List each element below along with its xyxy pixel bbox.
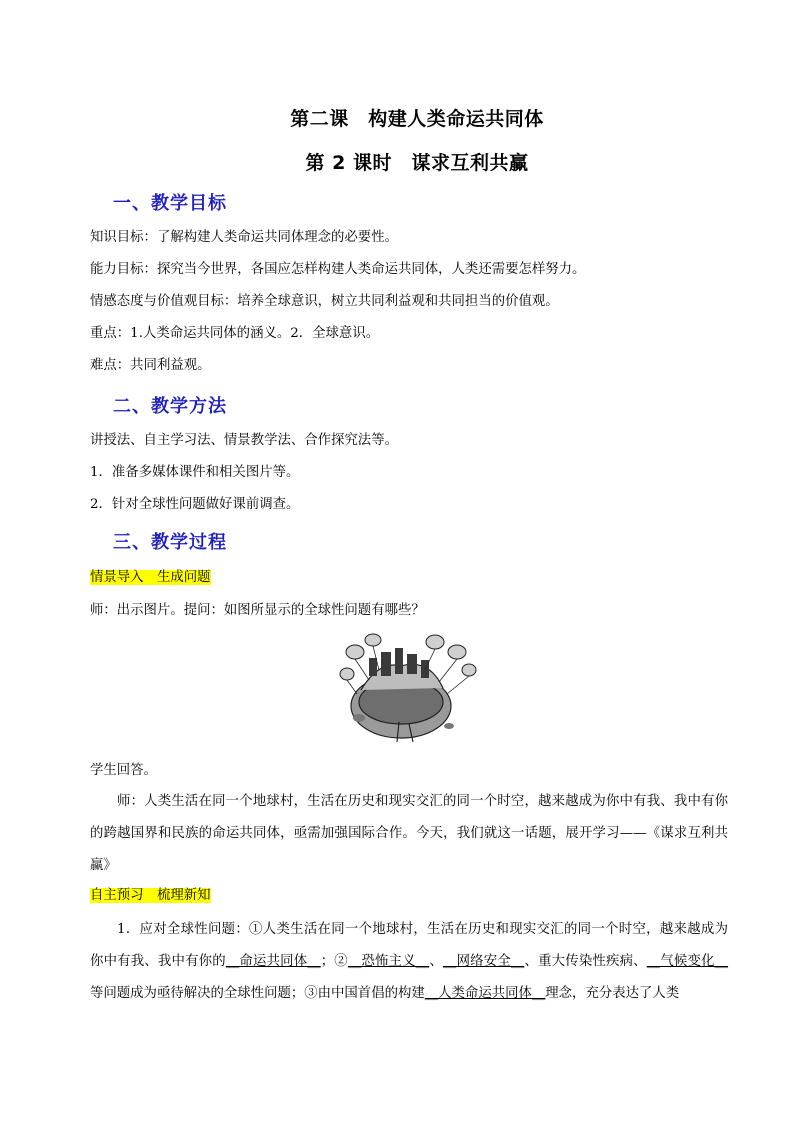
section-heading-process: 三、教学过程 <box>113 532 227 553</box>
section-heading-goals: 一、教学目标 <box>113 193 227 214</box>
goal-difficulty: 难点：共同利益观。 <box>90 358 211 373</box>
para-text-f: 等问题成为亟待解决的全球性问题；③由中国首倡的构建 <box>90 986 425 1001</box>
goal-knowledge: 知识目标：了解构建人类命运共同体理念的必要性。 <box>90 230 398 245</box>
para-text-a: 1．应对全球性问题：①人类生活在同一个地球村，生活在历史和现实交汇的同一个时空，越来越成为你中有我、我中有你的 <box>90 922 728 969</box>
highlight-step-intro: 情景导入 生成问题 <box>90 570 211 585</box>
blank-answer-terrorism: __恐怖主义__ <box>347 954 430 969</box>
lesson-subtitle: 第 2 课时 谋求互利共赢 <box>305 152 529 174</box>
blank-answer-climate: __气候变化__ <box>646 954 729 969</box>
para-text-e: 、重大传染性疾病、 <box>524 954 647 969</box>
para-text-g: 理念，充分表达了人类 <box>545 986 680 1001</box>
step-preview-label <box>90 887 211 905</box>
method-list: 讲授法、自主学习法、情景教学法、合作探究法等。 <box>90 433 398 448</box>
student-answer: 学生回答。 <box>90 763 157 778</box>
section-heading-methods: 二、教学方法 <box>113 396 227 417</box>
global-problems-paragraph <box>90 914 728 1010</box>
global-problems-cartoon <box>339 630 481 744</box>
teacher-prompt: 师：出示图片。提问：如图所显示的全球性问题有哪些？ <box>90 603 425 618</box>
step-intro-label <box>90 569 211 587</box>
teacher-intro-paragraph: 师：人类生活在同一个地球村，生活在历史和现实交汇的同一个时空，越来越成为你中有我、我中有你的跨越国界和民族的命运共同体，亟需加强国际合作。今天，我们就这一话题，展开学习——《谋求互利共赢》 <box>90 794 728 873</box>
blank-answer-human-community: __人类命运共同体__ <box>424 986 546 1001</box>
blank-answer-community: __命运共同体__ <box>225 954 321 969</box>
blank-answer-cybersecurity: __网络安全__ <box>442 954 525 969</box>
method-prep-2: 2．针对全球性问题做好课前调查。 <box>90 497 300 512</box>
para-text-d: 、 <box>429 954 443 969</box>
para-text-c: ；② <box>320 954 348 969</box>
goal-ability: 能力目标：探究当今世界，各国应怎样构建人类命运共同体，人类还需要怎样努力。 <box>90 262 586 277</box>
method-prep-1: 1．准备多媒体课件和相关图片等。 <box>90 465 300 480</box>
goal-keypoints: 重点：1.人类命运共同体的涵义。2．全球意识。 <box>90 326 380 341</box>
highlight-step-preview: 自主预习 梳理新知 <box>90 888 211 903</box>
goal-attitude: 情感态度与价值观目标：培养全球意识，树立共同利益观和共同担当的价值观。 <box>90 294 559 309</box>
lesson-title: 第二课 构建人类命运共同体 <box>290 108 544 130</box>
